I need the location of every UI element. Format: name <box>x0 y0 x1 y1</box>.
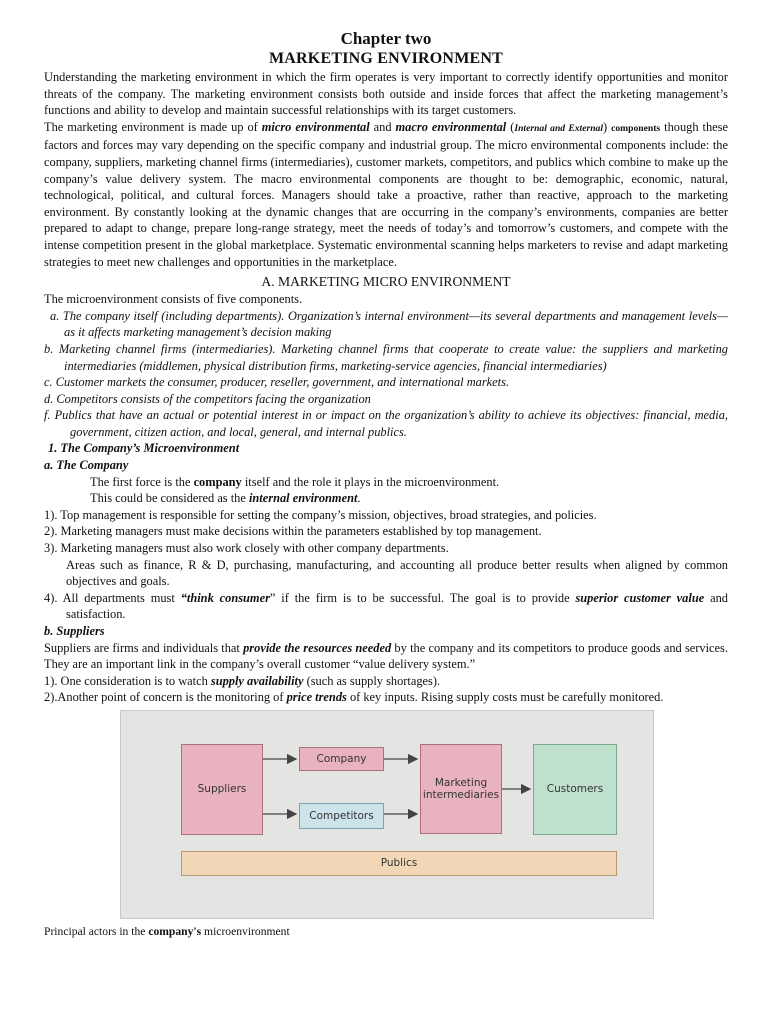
document-page <box>44 29 728 941</box>
competitors-box: Competitors <box>299 803 384 829</box>
text-run: of key inputs. Rising supply costs must be carefully monitored. <box>346 690 664 705</box>
company-point-2: 2). Marketing managers must make decisions within the parameters established by top management. <box>44 524 542 539</box>
text-run: and satisfaction. <box>66 590 728 622</box>
heading-companys-microenvironment: 1. The Company’s Microenvironment <box>48 441 240 456</box>
text-run: 2).Another point of concern is the monitoring of <box>44 690 287 705</box>
suppliers-paragraph <box>44 640 728 673</box>
text-run: and <box>369 119 396 134</box>
company-point-1: 1). Top management is responsible for setting the company’s mission, objectives, broad strategies, and policies. <box>44 507 597 522</box>
text-run: ) <box>603 119 612 134</box>
text-run: 4). All departments must <box>44 590 181 605</box>
suppliers-point-1 <box>44 673 728 690</box>
macro-term: macro environmental <box>395 119 507 134</box>
micro-intro: The microenvironment consists of five components. <box>44 292 303 307</box>
suppliers-box: Suppliers <box>181 744 263 835</box>
text-run: ( <box>506 119 515 134</box>
company-point-4 <box>44 590 728 623</box>
internal-environment-term: internal environment <box>248 491 358 506</box>
text-run: itself and the role it plays in the microenvironment. <box>241 474 500 489</box>
text-run: Suppliers are firms and individuals that <box>44 640 244 655</box>
intro-paragraph-1: Understanding the marketing environment in which the firm operates is very important to correctly identify opportunities and monitor threats of the company. The marketing environment consists both outside and inside forces that affect the marketing management’s functions and ability to develop and maintain successful relationships with its target customers. <box>44 70 728 118</box>
text-run: ” if the firm is to be successful. The goal is to provide <box>269 590 576 605</box>
internal-external-term: Internal and External <box>514 122 604 134</box>
text-run: . <box>357 491 361 506</box>
price-trends-term: price trends <box>286 690 347 705</box>
text-run: microenvironment <box>201 924 290 938</box>
company-term: company <box>193 474 242 489</box>
company-point-3: 3). Marketing managers must also work closely with other company departments. <box>44 541 449 556</box>
suppliers-point-2 <box>44 689 728 706</box>
heading-the-company: a. The Company <box>44 458 129 473</box>
publics-box: Publics <box>181 851 617 876</box>
company-box: Company <box>299 747 384 771</box>
micro-components-list <box>44 308 728 441</box>
text-run: The marketing environment is made up of <box>44 119 262 134</box>
text-run: This could be considered as the <box>90 491 249 506</box>
chapter-label: Chapter two <box>340 29 432 48</box>
page-title: MARKETING ENVIRONMENT <box>269 50 503 67</box>
customers-box: Customers <box>533 744 617 835</box>
list-item: c. Customer markets the consumer, producer, reseller, government, and international markets. <box>44 375 510 390</box>
section-heading-micro: A. MARKETING MICRO ENVIRONMENT <box>261 274 511 290</box>
text-run: by the company and its competitors to produce goods and services. They are an important link in the company’s overall customer “value delivery system.” <box>44 640 728 672</box>
list-item: b. Marketing channel firms (intermediaries). Marketing channel firms that cooperate to create value: the suppliers and marketing intermediaries (middlemen, physical distribution firms, marketing-service agencies, financial intermediaries) <box>44 341 728 373</box>
list-item: f. Publics that have an actual or potential interest in or impact on the organization’s ability to achieve its objectives: financial, media, government, citizen action, and local, general, and internal publics. <box>44 408 728 439</box>
think-consumer-term: “think consumer <box>180 590 270 605</box>
components-term: components <box>611 122 661 134</box>
micro-term: micro environmental <box>261 119 370 134</box>
text-run: 1). One consideration is to watch <box>44 673 211 688</box>
text-run: Principal actors in the <box>44 924 149 938</box>
marketing-intermediaries-box: Marketing intermediaries <box>420 744 502 834</box>
figure-caption <box>44 924 728 941</box>
provide-resources-term: provide the resources needed <box>243 640 392 655</box>
caption-company-term: company's <box>148 924 202 938</box>
list-item: a. The company itself (including departments). Organization’s internal environment—its several departments and management levels—as it affects marketing management’s decision making <box>50 308 728 340</box>
list-item: d. Competitors consists of the competitors facing the organization <box>44 391 371 406</box>
text-run: (such as supply shortages). <box>303 673 441 688</box>
company-paragraph-2 <box>44 490 728 507</box>
superior-customer-value-term: superior customer value <box>575 590 705 605</box>
intro-paragraph-2 <box>44 119 728 270</box>
company-point-3-detail: Areas such as finance, R & D, purchasing, manufacturing, and accounting all produce better results when aligned by common objectives and goals. <box>66 557 728 589</box>
supply-availability-term: supply availability <box>210 673 304 688</box>
heading-suppliers: b. Suppliers <box>44 624 105 638</box>
company-paragraph-1 <box>44 474 728 491</box>
microenvironment-diagram <box>120 710 654 919</box>
text-run: though these factors and forces may vary depending on the specific company and industrial group. The micro environmental components include: the company, suppliers, marketing channel firms (intermediaries), customer markets, competitors, and publics which combine to make up the company’s value delivery system. The macro environmental components are thought to be: demographic, economic, natural, technological, political, and cultural forces. Managers should take a proactive, rather than reactive, approach to the marketing environment. By constantly looking at the dynamic changes that are occurring in the company’s environments, companies are better prepared to adapt to change, prepare long-range strategy, meet the needs of today’s and tomorrow’s customers, and compete with the intense competition present in the global marketplace. Systematic environmental scanning helps marketers to revise and adapt marketing strategies to meet new challenges and opportunities in the marketplace. <box>44 119 729 269</box>
text-run: The first force is the <box>90 474 194 489</box>
